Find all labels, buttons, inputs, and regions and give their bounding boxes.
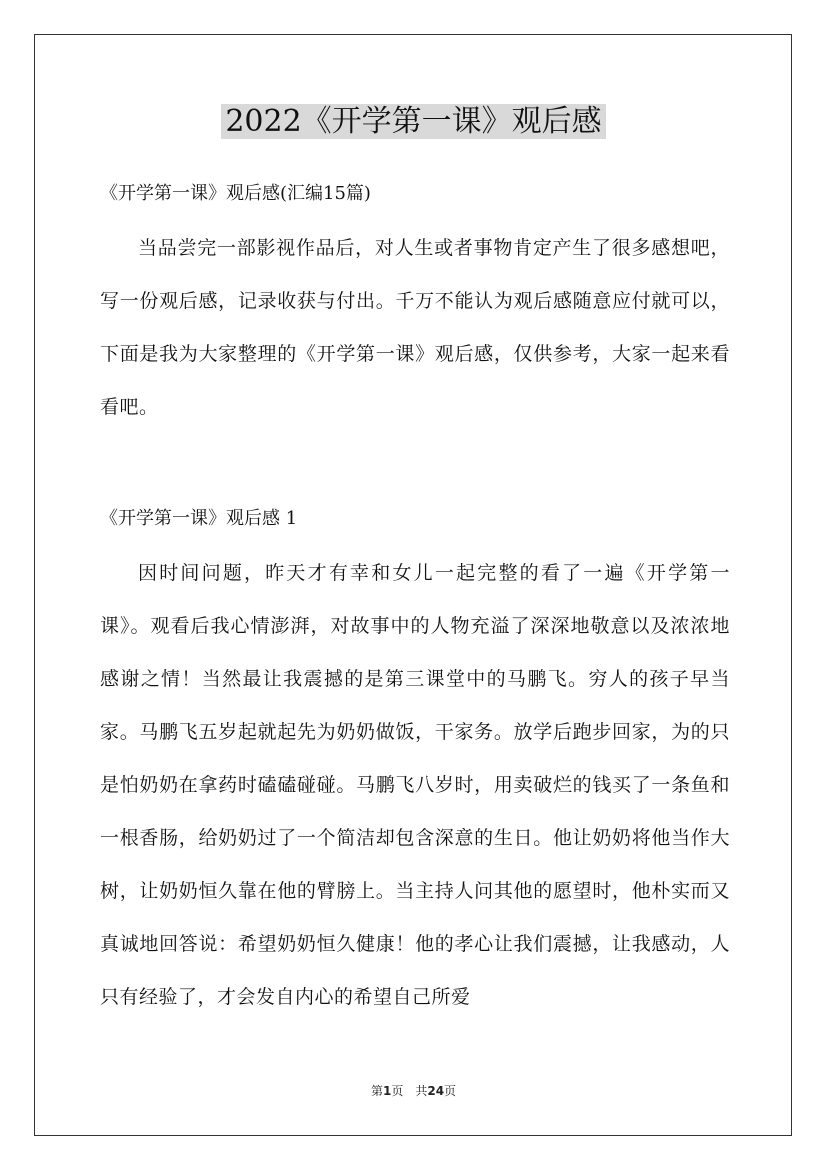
body-paragraph: 因时间问题，昨天才有幸和女儿一起完整的看了一遍《开学第一课》。观看后我心情澎湃，对故事中的人物充溢了深深地敬意以及浓浓地感谢之情！当然最让我震撼的是第三课堂中的马鹏飞。穷人的孩子早当家。马鹏飞五岁起就起先为奶奶做饭，干家务。放学后跑步回家，为的只是怕奶奶在拿药时磕磕碰碰。马鹏飞八岁时，用卖破烂的钱买了一条鱼和一根香肠，给奶奶过了一个简洁却包含深意的生日。他让奶奶将他当作大树，让奶奶恒久靠在他的臂膀上。当主持人问其他的愿望时，他朴实而又真诚地回答说：希望奶奶恒久健康！他的孝心让我们震撼，让我感动，人只有经验了，才会发自内心的希望自己所爱 <box>100 562 730 1008</box>
total-pages: 24 <box>427 1084 445 1098</box>
section-heading: 《开学第一课》观后感 1 <box>100 508 298 529</box>
page-suffix: 页 <box>391 1084 404 1098</box>
page-number: 1 <box>382 1084 392 1098</box>
page-prefix: 第 <box>370 1084 383 1098</box>
total-suffix: 页 <box>444 1084 457 1098</box>
document-title <box>0 100 827 144</box>
document-title-text: 2022《开学第一课》观后感 <box>221 104 605 139</box>
page-footer <box>0 1082 827 1100</box>
intro-paragraph: 当品尝完一部影视作品后，对人生或者事物肯定产生了很多感想吧，写一份观后感，记录收获与付出。千万不能认为观后感随意应付就可以，下面是我为大家整理的《开学第一课》观后感，仅供参考，大家一起来看看吧。 <box>100 237 730 418</box>
document-subtitle: 《开学第一课》观后感(汇编15篇) <box>100 183 371 204</box>
total-prefix: 共 <box>415 1084 428 1098</box>
